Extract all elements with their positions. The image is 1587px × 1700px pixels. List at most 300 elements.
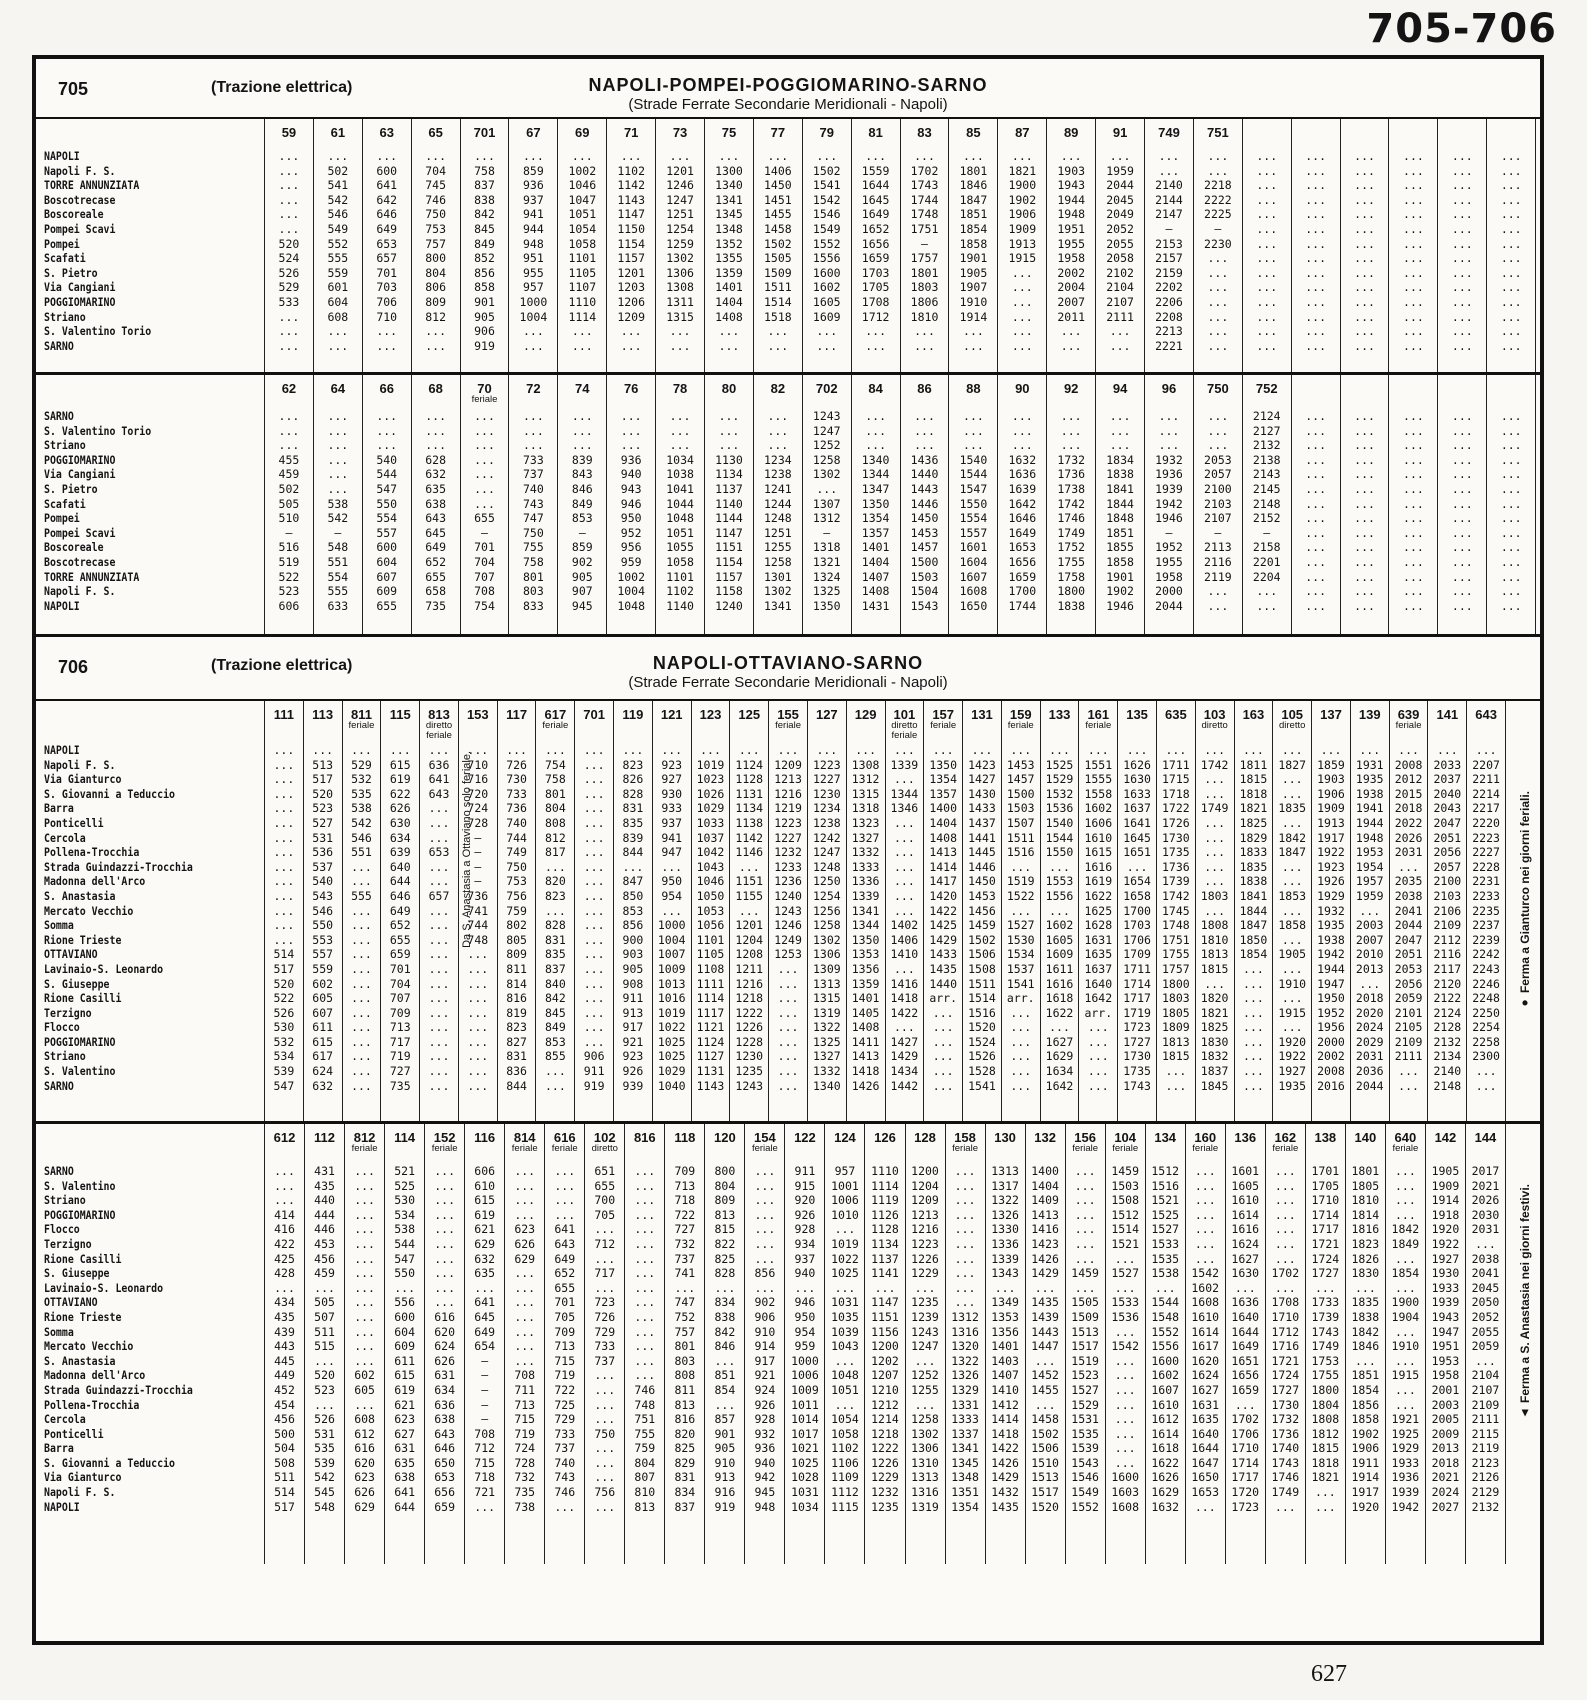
station-name: Ponticelli <box>44 1426 104 1441</box>
time-cell: 809 <box>714 1193 736 1208</box>
time-cell: 1902 <box>1106 584 1134 599</box>
time-cell: 2058 <box>1106 251 1134 266</box>
time-cell: 1337 <box>951 1426 979 1441</box>
time-cell: 1727 <box>1311 1266 1340 1281</box>
time-cell: 657 <box>376 251 398 266</box>
time-cell: 1617 <box>1191 1339 1220 1354</box>
time-cell: 1405 <box>851 1005 880 1020</box>
time-cell: ... <box>634 1193 656 1208</box>
time-cell: 1029 <box>696 801 725 816</box>
time-cell: 1932 <box>1155 452 1183 467</box>
train-note: feriale <box>1007 720 1034 731</box>
time-cell: 828 <box>544 918 566 933</box>
time-cell: 1137 <box>871 1251 899 1266</box>
time-cell: 619 <box>474 1207 496 1222</box>
time-cell: 508 <box>274 1455 295 1470</box>
time-cell: 1900 <box>1391 1295 1420 1310</box>
time-list <box>363 409 411 613</box>
time-cell: 2153 <box>1155 236 1183 251</box>
time-cell: 732 <box>514 1470 536 1485</box>
time-cell: ... <box>634 1236 656 1251</box>
time-cell: 1854 <box>1239 947 1268 962</box>
train-column <box>704 119 753 372</box>
time-cell: 1126 <box>871 1207 899 1222</box>
time-cell: ... <box>278 409 300 423</box>
train-number: 105 <box>1281 707 1304 722</box>
time-cell: 1106 <box>831 1455 859 1470</box>
time-cell: 808 <box>544 815 566 830</box>
time-list <box>1273 743 1311 1093</box>
time-cell: 1140 <box>715 496 743 511</box>
station-name: Napoli F. S. <box>44 584 116 599</box>
time-cell: 1955 <box>1155 554 1183 569</box>
train-column <box>508 375 557 634</box>
time-cell: 1101 <box>696 932 725 947</box>
time-cell: ... <box>273 859 295 874</box>
time-cell: 955 <box>523 265 544 280</box>
time-cell: 1626 <box>1123 757 1151 772</box>
time-cell: 937 <box>523 192 544 207</box>
time-cell: 2002 <box>1317 1049 1345 1064</box>
time-cell: ... <box>1305 294 1327 309</box>
time-cell: 1936 <box>1391 1470 1420 1485</box>
time-cell: ... <box>834 1353 856 1368</box>
time-cell: 906 <box>474 324 495 339</box>
time-cell: 1404 <box>861 554 890 569</box>
train-number: 702 <box>815 381 838 396</box>
time-cell: ... <box>1395 1280 1416 1295</box>
time-list <box>1292 409 1340 613</box>
station-name: NAPOLI <box>44 1499 80 1514</box>
time-cell: ... <box>583 743 605 757</box>
time-cell: ... <box>1154 1280 1176 1295</box>
time-cell: ... <box>1194 1251 1216 1266</box>
time-cell: 905 <box>474 309 495 324</box>
time-cell: 1429 <box>1031 1266 1059 1281</box>
time-cell: 604 <box>394 1324 415 1339</box>
time-cell: ... <box>351 903 372 918</box>
time-list <box>1243 409 1291 613</box>
time-cell: 906 <box>754 1309 776 1324</box>
time-cell: ... <box>1243 1020 1264 1035</box>
time-list <box>1346 1164 1385 1514</box>
train-number: 63 <box>379 125 394 140</box>
time-cell: 831 <box>506 1049 527 1064</box>
time-cell: ... <box>777 743 799 757</box>
time-cell: 641 <box>554 1222 576 1237</box>
time-cell: ... <box>1403 452 1424 467</box>
time-cell: 919 <box>583 1078 605 1093</box>
time-cell: ... <box>273 815 295 830</box>
time-cell: ... <box>1281 991 1303 1006</box>
time-cell: 713 <box>674 1178 696 1193</box>
time-cell: 1400 <box>929 801 958 816</box>
time-cell: 1230 <box>812 786 841 801</box>
time-cell: 1439 <box>1031 1309 1059 1324</box>
time-cell: ... <box>273 903 295 918</box>
time-list <box>509 149 557 353</box>
station-name: Napoli F. S. <box>44 757 116 772</box>
time-cell: ... <box>1281 859 1303 874</box>
time-cell: ... <box>1500 236 1522 251</box>
time-cell: ... <box>1451 598 1473 613</box>
time-cell: 2024 <box>1431 1485 1460 1500</box>
time-cell: ... <box>1256 294 1278 309</box>
time-cell: ... <box>425 438 446 453</box>
time-cell: ... <box>1451 265 1473 280</box>
time-cell: ... <box>1314 1485 1336 1500</box>
time-cell: 1401 <box>861 540 890 555</box>
time-cell: ... <box>514 1324 536 1339</box>
station-name: Napoli F. S. <box>44 1485 116 1500</box>
time-cell: 2119 <box>1204 569 1232 584</box>
station-name: TORRE ANNUNZIATA <box>44 569 140 584</box>
time-list <box>1047 409 1095 613</box>
time-cell: ... <box>1060 438 1082 453</box>
time-cell: 659 <box>434 1499 456 1514</box>
time-cell: ... <box>1354 149 1375 163</box>
time-cell: 815 <box>714 1222 736 1237</box>
time-cell: 532 <box>351 772 372 787</box>
time-cell: 2022 <box>1394 815 1423 830</box>
time-cell: ... <box>1114 1412 1136 1427</box>
time-cell: 546 <box>312 903 334 918</box>
time-cell: 1332 <box>812 1064 841 1079</box>
time-cell: 2044 <box>1106 178 1134 193</box>
time-cell: 645 <box>474 1309 496 1324</box>
time-cell: 1619 <box>1084 874 1113 889</box>
time-cell: ... <box>1274 1222 1296 1237</box>
time-cell: 517 <box>312 772 334 787</box>
time-cell: 1535 <box>1151 1251 1180 1266</box>
time-cell: 835 <box>544 947 566 962</box>
time-cell: ... <box>351 1034 372 1049</box>
time-cell: 1450 <box>910 511 939 526</box>
time-cell: ... <box>1207 294 1229 309</box>
time-cell: 1000 <box>519 294 548 309</box>
time-cell: ... <box>1451 496 1473 511</box>
time-cell: 1105 <box>568 265 597 280</box>
route-title-705: NAPOLI-POMPEI-POGGIOMARINO-SARNO <box>588 75 988 95</box>
time-cell: 1025 <box>831 1266 859 1281</box>
time-cell: 1500 <box>1006 786 1035 801</box>
time-cell: 1412 <box>991 1397 1019 1412</box>
time-cell: 1340 <box>715 178 743 193</box>
time-cell: 600 <box>394 1309 415 1324</box>
time-cell: ... <box>523 423 544 438</box>
time-cell: ... <box>767 438 789 453</box>
time-cell: ... <box>273 874 295 889</box>
time-cell: ... <box>954 1251 976 1266</box>
time-cell: 542 <box>351 815 372 830</box>
time-cell: 743 <box>523 496 544 511</box>
station-name: Cercola <box>44 1412 86 1427</box>
time-cell: ... <box>1034 1280 1056 1295</box>
time-cell: 1942 <box>1155 496 1183 511</box>
time-cell: 1248 <box>764 511 792 526</box>
time-cell: 954 <box>661 888 683 903</box>
time-cell: 1301 <box>764 569 792 584</box>
time-cell: 1703 <box>1123 918 1151 933</box>
time-cell: ... <box>1451 236 1473 251</box>
time-cell: 1426 <box>851 1078 880 1093</box>
time-cell: 2222 <box>1204 192 1232 207</box>
train-note: feriale <box>751 1143 778 1154</box>
time-cell: 1306 <box>812 947 841 962</box>
time-cell: 541 <box>327 178 349 193</box>
time-cell: 641 <box>394 1485 415 1500</box>
time-cell: ... <box>634 1309 656 1324</box>
time-cell: ... <box>467 991 489 1006</box>
time-list <box>1351 743 1389 1093</box>
time-cell: 1543 <box>1071 1455 1099 1470</box>
time-cell: 422 <box>274 1236 295 1251</box>
time-cell: 548 <box>314 1499 335 1514</box>
time-cell: 2100 <box>1204 481 1232 496</box>
time-cell: 945 <box>754 1485 776 1500</box>
time-cell: 713 <box>514 1397 536 1412</box>
time-list <box>1186 1164 1225 1514</box>
time-cell: ... <box>1256 265 1278 280</box>
time-cell: 1250 <box>812 874 841 889</box>
time-cell: 1131 <box>696 1064 725 1079</box>
time-cell: 1111 <box>696 976 725 991</box>
time-cell: 428 <box>274 1266 295 1281</box>
time-cell: ... <box>1305 280 1327 295</box>
time-cell: 1909 <box>1317 801 1345 816</box>
time-cell: 1736 <box>1271 1426 1300 1441</box>
train-number: 66 <box>379 381 394 396</box>
time-cell: 1720 <box>1231 1485 1260 1500</box>
time-list <box>1438 149 1486 353</box>
time-cell: 531 <box>314 1426 335 1441</box>
time-cell: 1525 <box>1151 1207 1180 1222</box>
time-cell: 1851 <box>1106 525 1134 540</box>
train-note: feriale <box>952 1143 978 1154</box>
time-cell: 1910 <box>959 294 988 309</box>
time-cell: 733 <box>523 452 544 467</box>
station-name: TORRE ANNUNZIATA <box>44 178 140 193</box>
time-cell: 2007 <box>1355 932 1384 947</box>
time-cell: ... <box>777 1078 799 1093</box>
time-cell: ... <box>544 1078 566 1093</box>
time-cell: 1340 <box>812 1078 841 1093</box>
time-cell: 1458 <box>1031 1412 1059 1427</box>
time-cell: ... <box>434 1280 456 1295</box>
time-cell: 524 <box>278 251 300 266</box>
time-cell: 1602 <box>812 280 841 295</box>
time-cell: 1306 <box>911 1441 939 1456</box>
train-column <box>744 1124 784 1564</box>
time-cell: 950 <box>661 874 683 889</box>
time-cell: 930 <box>661 786 683 801</box>
time-cell: — <box>1165 525 1173 540</box>
station-name: Napoli F. S. <box>44 163 116 178</box>
time-cell: 2221 <box>1155 338 1183 353</box>
time-cell: 1546 <box>1071 1470 1099 1485</box>
time-cell: 1031 <box>831 1295 859 1310</box>
time-cell: ... <box>274 1178 295 1193</box>
time-list <box>1118 743 1156 1093</box>
time-cell: ... <box>278 438 300 453</box>
time-cell: 1347 <box>861 481 890 496</box>
time-cell: 554 <box>376 511 398 526</box>
time-cell: — <box>1214 221 1222 236</box>
time-list <box>730 743 768 1093</box>
time-cell: 1744 <box>1008 598 1037 613</box>
time-cell: ... <box>1451 409 1473 423</box>
time-cell: 1635 <box>1084 947 1113 962</box>
time-cell: ... <box>428 874 450 889</box>
train-column <box>362 375 411 634</box>
time-cell: 1742 <box>1057 496 1086 511</box>
time-cell: ... <box>1256 207 1278 222</box>
time-cell: ... <box>1243 1064 1264 1079</box>
time-cell: 2059 <box>1471 1339 1500 1354</box>
time-cell: 1748 <box>910 207 939 222</box>
time-cell: ... <box>718 409 740 423</box>
time-cell: 600 <box>376 163 398 178</box>
time-cell: 2026 <box>1394 830 1423 845</box>
time-cell: ... <box>1207 584 1229 599</box>
time-cell: 740 <box>554 1455 576 1470</box>
time-cell: ... <box>594 1412 616 1427</box>
time-cell: 2015 <box>1394 786 1423 801</box>
time-cell: ... <box>1395 1193 1416 1208</box>
time-cell: 1920 <box>1431 1222 1460 1237</box>
time-cell: 905 <box>622 961 644 976</box>
time-cell: 2013 <box>1355 961 1384 976</box>
time-cell: 1801 <box>910 265 939 280</box>
time-cell: 1112 <box>831 1485 859 1500</box>
time-cell: 2122 <box>1433 991 1462 1006</box>
time-cell: 1414 <box>929 859 958 874</box>
time-cell: ... <box>428 859 450 874</box>
time-cell: 842 <box>714 1324 736 1339</box>
time-cell: 1333 <box>951 1412 979 1427</box>
time-cell: ... <box>1074 1193 1096 1208</box>
time-cell: 623 <box>514 1222 536 1237</box>
time-cell: 1751 <box>910 221 939 236</box>
time-cell: 1602 <box>1191 1280 1220 1295</box>
time-cell: 1514 <box>968 991 996 1006</box>
time-cell: ... <box>1305 584 1327 599</box>
time-cell: 1447 <box>1031 1339 1059 1354</box>
time-cell: 801 <box>544 786 566 801</box>
time-cell: ... <box>583 991 605 1006</box>
time-cell: 641 <box>376 178 398 193</box>
time-cell: ... <box>1305 192 1327 207</box>
time-cell: 2045 <box>1471 1280 1500 1295</box>
time-cell: 847 <box>622 874 644 889</box>
train-column <box>1291 375 1340 634</box>
time-cell: 2031 <box>1355 1049 1384 1064</box>
time-cell: 900 <box>622 932 644 947</box>
time-cell: ... <box>1074 1251 1096 1266</box>
time-cell: 1105 <box>696 947 725 962</box>
time-cell: ... <box>354 1397 375 1412</box>
time-cell: 1800 <box>1057 584 1086 599</box>
time-cell: ... <box>474 1280 496 1295</box>
time-cell: 1558 <box>1084 786 1113 801</box>
time-cell: 621 <box>394 1397 415 1412</box>
time-cell: 915 <box>794 1178 816 1193</box>
time-cell: 1210 <box>871 1382 899 1397</box>
time-cell: ... <box>1087 1020 1109 1035</box>
time-cell: ... <box>1207 409 1229 423</box>
time-cell: 1422 <box>991 1441 1019 1456</box>
time-cell: 736 <box>506 801 527 816</box>
time-cell: 1054 <box>568 221 597 236</box>
time-cell: 2057 <box>1433 859 1462 874</box>
time-cell: 1142 <box>735 830 764 845</box>
time-cell: 1641 <box>1123 815 1151 830</box>
time-cell: 1848 <box>1106 511 1134 526</box>
time-cell: ... <box>523 438 544 453</box>
time-cell: 1053 <box>696 903 725 918</box>
time-cell: 1536 <box>1111 1309 1140 1324</box>
time-cell: ... <box>1281 786 1303 801</box>
time-cell: ... <box>1354 338 1375 353</box>
train-column <box>1466 701 1506 1121</box>
time-cell: 2044 <box>1155 598 1183 613</box>
time-cell: 916 <box>714 1485 736 1500</box>
time-cell: ... <box>1074 1280 1096 1295</box>
time-cell: 1115 <box>831 1499 859 1514</box>
time-cell: ... <box>1354 496 1375 511</box>
time-cell: 1821 <box>1008 163 1037 178</box>
train-column <box>1145 1124 1185 1564</box>
time-cell: ... <box>1354 584 1375 599</box>
time-cell: 1546 <box>812 207 841 222</box>
time-cell: 1310 <box>911 1455 939 1470</box>
time-list <box>705 409 753 613</box>
time-cell: 737 <box>523 467 544 482</box>
station-name: S. Giovanni a Teduccio <box>44 1455 176 1470</box>
time-cell: ... <box>1256 236 1278 251</box>
train-column <box>1144 119 1193 372</box>
time-cell: ... <box>963 409 984 423</box>
time-cell: 1553 <box>1045 874 1074 889</box>
time-cell: 1600 <box>812 265 841 280</box>
time-cell: 649 <box>389 903 411 918</box>
station-name: Pompei Scavi <box>44 525 116 540</box>
time-cell: 1137 <box>715 481 743 496</box>
time-cell: 2056 <box>1394 976 1423 991</box>
train-number: 74 <box>575 381 590 396</box>
time-cell: 1901 <box>959 251 988 266</box>
time-cell: 1910 <box>1278 976 1307 991</box>
time-cell: 710 <box>467 757 489 772</box>
time-cell: ... <box>273 801 295 816</box>
time-cell: ... <box>376 423 398 438</box>
time-cell: 1622 <box>1045 1005 1074 1020</box>
time-cell: ... <box>669 409 691 423</box>
time-list <box>998 409 1046 613</box>
train-note: feriale <box>1395 720 1422 731</box>
train-column <box>1193 375 1242 634</box>
time-cell: 1356 <box>991 1324 1019 1339</box>
time-cell: ... <box>1158 438 1180 453</box>
time-cell: 1256 <box>812 903 841 918</box>
time-cell: 740 <box>506 815 527 830</box>
time-cell: 652 <box>425 554 446 569</box>
time-cell: ... <box>314 1353 335 1368</box>
time-cell: ... <box>994 1280 1016 1295</box>
time-cell: ... <box>1274 1178 1296 1193</box>
time-cell: ... <box>963 324 984 339</box>
time-cell: 1810 <box>1351 1193 1380 1208</box>
